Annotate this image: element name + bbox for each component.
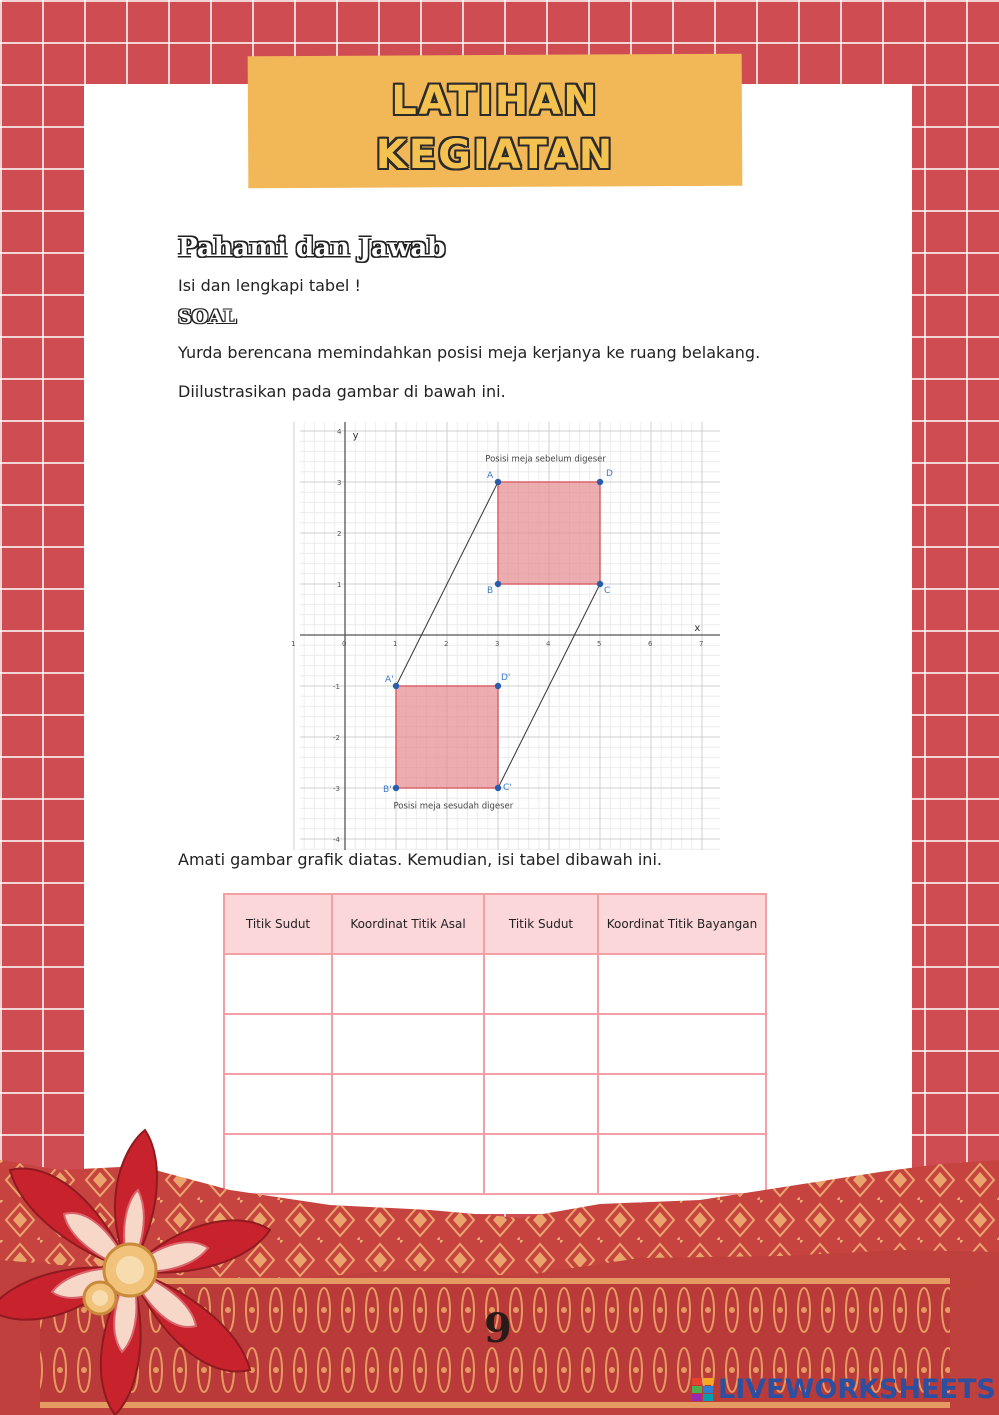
x-tick-label: 3 <box>495 640 500 648</box>
table-row <box>224 1014 766 1074</box>
y-tick-label: -3 <box>333 785 340 793</box>
y-tick-label: -2 <box>333 734 340 742</box>
y-tick-label: -4 <box>333 836 340 844</box>
vertex-point <box>393 785 399 791</box>
table-row <box>224 1074 766 1134</box>
title-line-1: LATIHAN <box>391 78 599 124</box>
answer-cell[interactable] <box>484 954 598 1014</box>
observation-paragraph: Amati gambar grafik diatas. Kemudian, isi tabel dibawah ini. <box>178 850 662 869</box>
x-tick-label: 5 <box>597 640 602 648</box>
vertex-point <box>393 683 399 689</box>
header-koordinat-bayangan: Koordinat Titik Bayangan <box>598 894 766 954</box>
table-shape-polygon <box>396 686 498 788</box>
vertex-label: C' <box>503 783 512 793</box>
answer-cell[interactable] <box>484 1014 598 1074</box>
header-titik-sudut-bayangan: Titik Sudut <box>484 894 598 954</box>
y-tick-label: -1 <box>333 683 340 691</box>
x-tick-label: 1 <box>291 640 296 648</box>
title-line-2: KEGIATAN <box>375 132 615 178</box>
x-axis-label: x <box>694 622 701 634</box>
answer-cell[interactable] <box>332 1074 484 1134</box>
table-header-row <box>224 894 766 954</box>
problem-paragraph-2: Diilustrasikan pada gambar di bawah ini. <box>178 382 506 401</box>
vertex-point <box>495 479 501 485</box>
coordinate-graph <box>291 422 720 850</box>
y-tick-label: 4 <box>337 428 342 436</box>
answer-cell[interactable] <box>598 1014 766 1074</box>
annotation-after: Posisi meja sesudah digeser <box>393 801 514 812</box>
table-shape-polygon <box>498 482 600 584</box>
answer-cell[interactable] <box>484 1074 598 1134</box>
x-tick-label: 2 <box>444 640 449 648</box>
vertex-point <box>495 785 501 791</box>
section-heading: Pahami dan Jawab <box>178 233 446 263</box>
answer-table-wrapper <box>223 893 767 1191</box>
x-tick-label: 4 <box>546 640 551 648</box>
x-tick-label: 7 <box>699 640 704 648</box>
annotation-before: Posisi meja sebelum digeser <box>485 454 606 465</box>
y-tick-label: 1 <box>337 581 342 589</box>
vertex-point <box>495 581 501 587</box>
coordinate-graph-svg <box>291 422 720 850</box>
vertex-point <box>597 479 603 485</box>
vertex-label: C <box>604 586 611 596</box>
answer-cell[interactable] <box>224 1014 332 1074</box>
answer-cell[interactable] <box>332 954 484 1014</box>
y-tick-label: 3 <box>337 479 342 487</box>
answer-cell[interactable] <box>598 1074 766 1134</box>
header-koordinat-asal: Koordinat Titik Asal <box>332 894 484 954</box>
soal-label: SOAL <box>178 306 237 328</box>
liveworksheets-watermark[interactable]: LIVEWORKSHEETS <box>718 1374 996 1405</box>
vertex-label: A <box>487 471 494 481</box>
vertex-label: A' <box>385 675 394 685</box>
vertex-label: B' <box>383 785 392 795</box>
y-axis-label: y <box>352 430 359 442</box>
y-tick-label: 2 <box>337 530 342 538</box>
vertex-label: D' <box>501 673 511 683</box>
answer-cell[interactable] <box>332 1014 484 1074</box>
x-tick-label: 1 <box>393 640 398 648</box>
vertex-point <box>495 683 501 689</box>
answer-cell[interactable] <box>224 954 332 1014</box>
answer-table <box>223 893 767 1195</box>
vertex-label: D <box>606 469 613 479</box>
vertex-label: B <box>487 586 494 596</box>
flower-decoration <box>0 1120 290 1415</box>
liveworksheets-logo-icon <box>692 1378 714 1402</box>
problem-paragraph-1: Yurda berencana memindahkan posisi meja kerjanya ke ruang belakang. <box>178 343 761 362</box>
vertex-point <box>597 581 603 587</box>
header-titik-sudut-asal: Titik Sudut <box>224 894 332 954</box>
x-tick-label: 0 <box>342 640 347 648</box>
instruction-text: Isi dan lengkapi tabel ! <box>178 276 361 295</box>
page-number: 9 <box>484 1305 512 1352</box>
answer-cell[interactable] <box>598 954 766 1014</box>
table-row <box>224 954 766 1014</box>
x-tick-label: 6 <box>648 640 653 648</box>
